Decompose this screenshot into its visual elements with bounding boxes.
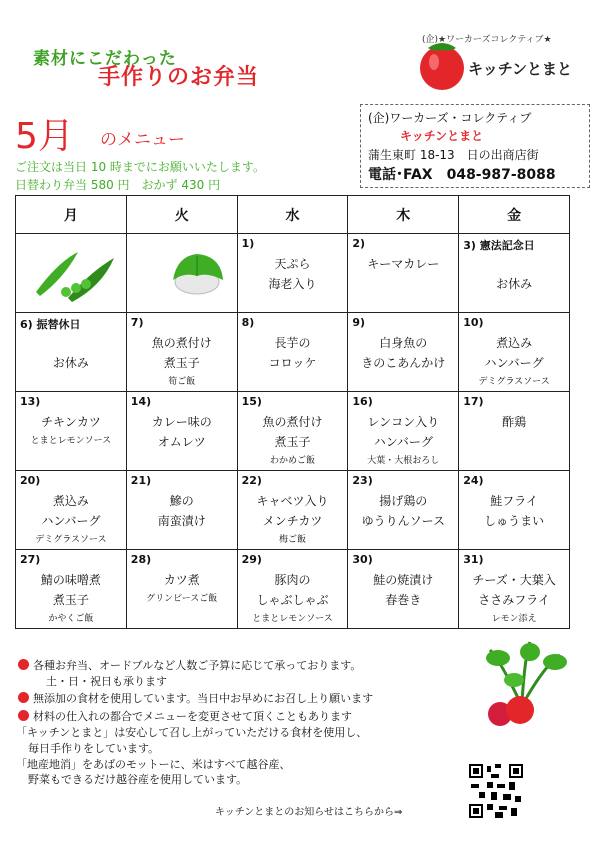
footer-line-8: 野菜もできるだけ越谷産を使用しています。 — [28, 773, 248, 786]
logo — [410, 30, 570, 92]
logo-top-text: (企)★ワーカーズコレクティブ★ — [422, 35, 552, 45]
menu-item: カツ煮 — [163, 573, 200, 587]
info-tel: 電話･FAX 048-987-8088 — [368, 167, 556, 183]
menu-item: 白身魚の — [379, 336, 428, 350]
day-number: 20) — [20, 474, 41, 487]
menu-side-note: デミグラスソース — [35, 535, 107, 545]
menu-side-note: レモン添え — [491, 614, 537, 624]
calendar-day-cell — [16, 313, 127, 392]
menu-item: 豚肉の — [274, 573, 311, 587]
menu-item: 鮭フライ — [490, 494, 538, 508]
menu-item: 煮玉子 — [274, 435, 311, 449]
menu-side-note: 大葉・大根おろし — [367, 456, 440, 466]
menu-item: レンコン入り — [367, 415, 440, 429]
calendar-day-cell — [459, 550, 570, 629]
title-rest: のメニュー — [100, 130, 185, 150]
menu-item: ゆうりんソース — [361, 514, 445, 528]
price-note: 日替わり弁当 580 円 おかず 430 円 — [15, 178, 221, 192]
calendar-day-cell — [237, 392, 348, 471]
menu-items — [459, 254, 569, 294]
day-number: 30) — [352, 553, 373, 566]
day-number: 17) — [463, 395, 484, 408]
menu-item: チキンカツ — [40, 415, 101, 429]
qr-label: キッチンとまとのお知らせはこちらから⇒ — [215, 807, 403, 818]
menu-item: 揚げ鶏の — [379, 494, 428, 508]
menu-side-note: とまとレモンソース — [252, 614, 333, 624]
day-number: 3) 憲法記念日 — [463, 239, 535, 252]
day-number: 7) — [130, 316, 144, 329]
menu-item: 魚の煮付け — [262, 415, 323, 429]
weekday-header: 金 — [459, 196, 570, 234]
menu-item: カレー味の — [151, 415, 212, 429]
menu-side-note: 筍ご飯 — [168, 377, 196, 387]
calendar-day-cell — [348, 550, 459, 629]
menu-item: お休み — [52, 356, 89, 370]
menu-items — [16, 412, 126, 450]
menu-item: 酢鶏 — [502, 415, 527, 429]
menu-item: 南蛮漬け — [157, 514, 206, 528]
menu-item: きのこあんかけ — [361, 356, 446, 370]
menu-items — [238, 333, 348, 373]
menu-item: ささみフライ — [478, 593, 550, 607]
calendar-day-cell — [16, 550, 127, 629]
menu-item: 鯖の味噌煮 — [40, 573, 101, 587]
calendar-day-cell — [348, 234, 459, 313]
footer-line-2: 土・日・祝日も承ります — [46, 675, 167, 688]
day-number: 24) — [463, 474, 484, 487]
menu-items — [459, 570, 569, 628]
calendar-day-cell — [16, 471, 127, 550]
day-number: 29) — [241, 553, 262, 566]
calendar-week-row — [16, 392, 570, 471]
menu-side-note: わかめご飯 — [269, 456, 315, 466]
calendar-day-cell — [16, 392, 127, 471]
title-month: 5月 — [15, 116, 74, 157]
menu-items — [238, 254, 348, 294]
menu-item: 煮玉子 — [163, 356, 200, 370]
footer-line-5: 「キッチンとまと」は安心して召し上がっていただける食材を使用し、 — [16, 726, 368, 739]
menu-item: 春巻き — [385, 593, 422, 607]
day-number: 22) — [241, 474, 262, 487]
menu-side-note: かやくご飯 — [48, 614, 94, 624]
calendar-day-cell — [126, 550, 237, 629]
menu-items — [127, 570, 237, 608]
calendar-day-cell — [237, 471, 348, 550]
menu-item: 鰺の — [169, 494, 194, 508]
menu-items — [238, 412, 348, 470]
calendar-day-cell — [237, 313, 348, 392]
day-number: 27) — [20, 553, 41, 566]
menu-item: 煮玉子 — [52, 593, 89, 607]
menu-item — [16, 333, 126, 353]
info-org: (企)ワーカーズ・コレクティブ — [368, 111, 532, 125]
weekday-header: 木 — [348, 196, 459, 234]
menu-item: 長芋の — [274, 336, 311, 350]
menu-items — [348, 570, 458, 610]
day-number: 10) — [463, 316, 484, 329]
menu-items — [348, 491, 458, 531]
calendar-day-cell — [459, 313, 570, 392]
menu-calendar — [15, 195, 570, 629]
menu-items — [238, 491, 348, 549]
day-number: 16) — [352, 395, 373, 408]
menu-items — [348, 412, 458, 470]
weekday-header: 月 — [16, 196, 127, 234]
day-number: 23) — [352, 474, 373, 487]
footer-line-6: 毎日手作りをしています。 — [28, 742, 160, 755]
menu-items — [348, 254, 458, 274]
menu-item: お休み — [496, 277, 533, 291]
menu-items — [16, 570, 126, 628]
logo-name: キッチンとまと — [468, 60, 572, 78]
day-number: 2) — [352, 237, 366, 250]
footer-line-7: 「地産地消」をあばのモットーに、米はすべて越谷産、 — [16, 758, 291, 771]
day-number: 31) — [463, 553, 484, 566]
calendar-day-cell — [126, 392, 237, 471]
menu-items — [127, 333, 237, 391]
menu-side-note: 梅ご飯 — [278, 535, 306, 545]
tomato-bullet-icon — [18, 710, 29, 721]
menu-items — [459, 491, 569, 531]
menu-item: 鮭の焼漬け — [373, 573, 434, 587]
weekday-header: 水 — [237, 196, 348, 234]
day-number: 13) — [20, 395, 41, 408]
menu-items — [459, 333, 569, 391]
kashiwa-mochi-icon — [167, 250, 227, 300]
menu-item: ハンバーグ — [484, 356, 544, 370]
menu-item — [459, 254, 569, 274]
menu-items — [127, 491, 237, 531]
menu-items — [16, 333, 126, 373]
calendar-week-row — [16, 471, 570, 550]
menu-item: しゅうまい — [484, 514, 545, 528]
calendar-week-row — [16, 234, 570, 313]
menu-side-note: グリンピースご飯 — [146, 594, 218, 604]
tagline: 素材にこだわった — [33, 49, 177, 69]
menu-item: 魚の煮付け — [151, 336, 212, 350]
menu-item: しゃぶしゃぶ — [256, 593, 329, 607]
menu-item: ハンバーグ — [41, 514, 101, 528]
menu-item: 煮込み — [496, 336, 533, 350]
calendar-day-cell — [126, 471, 237, 550]
info-name: キッチンとまと — [400, 129, 484, 143]
day-number: 21) — [130, 474, 152, 487]
calendar-day-cell — [16, 234, 127, 313]
menu-item: 煮込み — [52, 494, 89, 508]
menu-item: ハンバーグ — [373, 435, 433, 449]
day-number: 8) — [241, 316, 255, 329]
menu-item: キーマカレー — [367, 257, 440, 271]
menu-item: メンチカツ — [262, 514, 323, 528]
calendar-week-row — [16, 550, 570, 629]
calendar-day-cell — [126, 313, 237, 392]
menu-items — [348, 333, 458, 373]
calendar-day-cell — [459, 392, 570, 471]
menu-side-note: とまとレモンソース — [30, 436, 112, 446]
footer-line-3: 無添加の食材を使用しています。当日中お早めにお召し上り願います — [18, 690, 373, 706]
calendar-day-cell — [348, 392, 459, 471]
menu-item: 天ぷら — [274, 257, 311, 271]
tomato-bullet-icon — [18, 692, 29, 703]
qr-code-icon[interactable] — [467, 762, 525, 820]
menu-item: コロッケ — [268, 356, 317, 370]
peas-icon — [28, 244, 126, 304]
footer-line-1: 各種お弁当、オードブルなど人数ご予算に応じて承っております。 — [18, 657, 361, 673]
menu-items — [127, 412, 237, 452]
tomato-bullet-icon — [18, 659, 29, 670]
menu-side-note: デミグラスソース — [478, 377, 550, 387]
calendar-day-cell — [348, 313, 459, 392]
day-number: 15) — [241, 395, 262, 408]
day-number: 14) — [130, 395, 152, 408]
calendar-day-cell — [459, 234, 570, 313]
menu-items — [16, 491, 126, 549]
menu-item: オムレツ — [157, 435, 206, 449]
calendar-day-cell — [126, 234, 237, 313]
calendar-day-cell — [348, 471, 459, 550]
subtitle: 手作りのお弁当 — [98, 65, 260, 90]
calendar-day-cell — [237, 234, 348, 313]
footer-line-4: 材料の仕入れの都合でメニューを変更させて頂くこともあります — [18, 708, 352, 724]
menu-items — [238, 570, 348, 628]
calendar-week-row — [16, 313, 570, 392]
menu-items — [459, 412, 569, 432]
day-number: 6) 振替休日 — [20, 318, 81, 331]
calendar-day-cell — [459, 471, 570, 550]
radish-icon — [470, 640, 570, 730]
day-number: 28) — [130, 553, 152, 566]
menu-item: 海老入り — [268, 277, 317, 291]
day-number: 9) — [352, 316, 366, 329]
calendar-day-cell — [237, 550, 348, 629]
order-note: ご注文は当日 10 時までにお願いいたします。 — [15, 160, 265, 174]
menu-item: チーズ・大葉入 — [472, 573, 556, 587]
info-address: 蒲生東町 18-13 日の出商店街 — [368, 148, 539, 162]
weekday-header: 火 — [126, 196, 237, 234]
day-number: 1) — [241, 237, 255, 250]
menu-item: キャベツ入り — [256, 494, 329, 508]
